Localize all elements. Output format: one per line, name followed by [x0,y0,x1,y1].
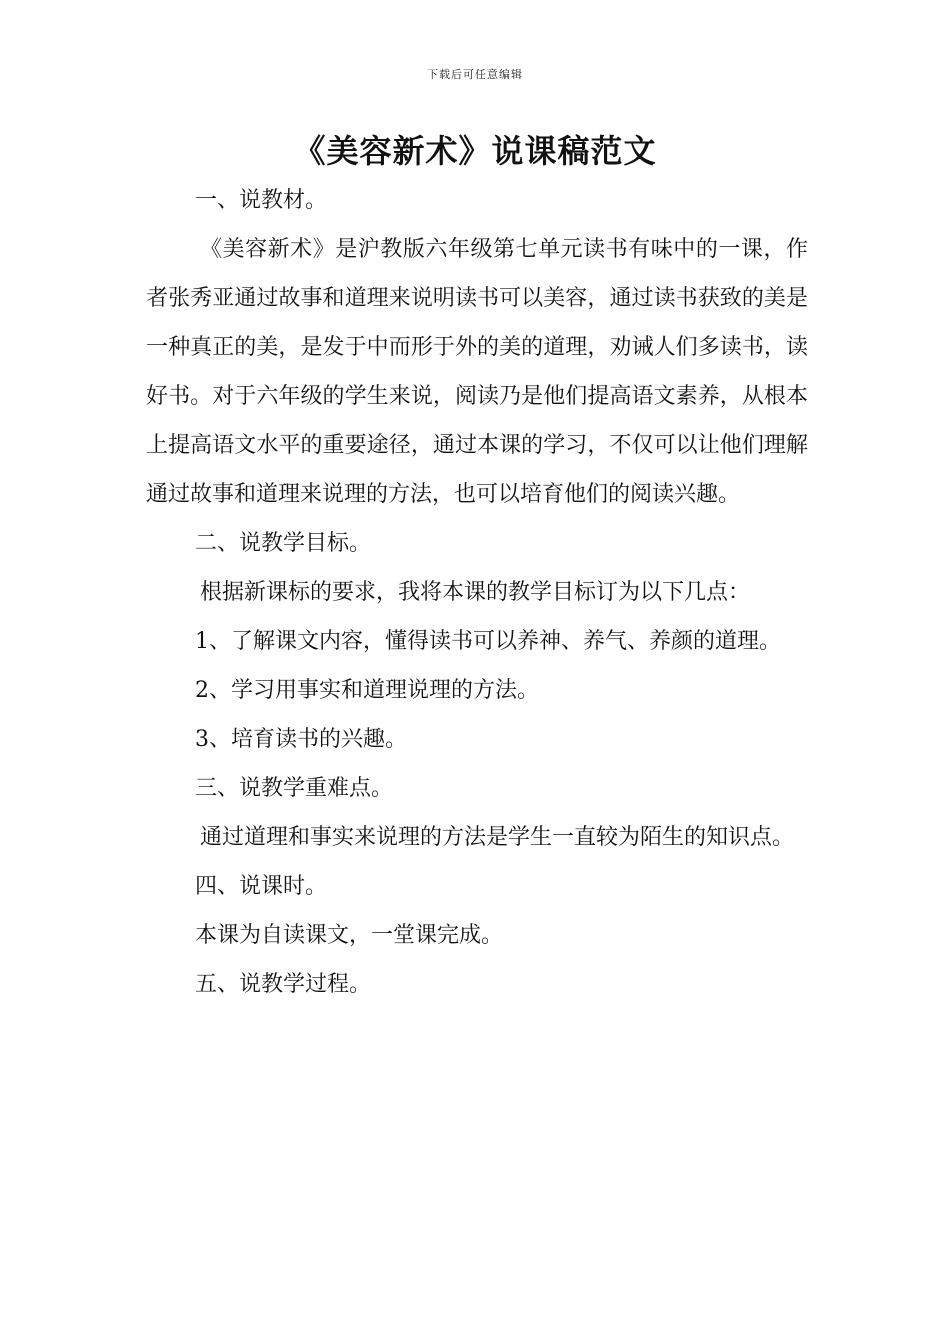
header-note: 下载后可任意编辑 [427,68,523,81]
section-heading-objectives: 二、说教学目标。 [195,531,372,556]
paragraph-objectives-intro: 根据新课标的要求，我将本课的教学目标订为以下几点： [200,580,751,605]
document-title: 《美容新术》说课稿范文 [293,132,657,170]
section-heading-key-points: 三、说教学重难点。 [195,776,394,801]
paragraph-key-points: 通过道理和事实来说理的方法是学生一直较为陌生的知识点。 [200,825,795,850]
section-heading-class-hours: 四、说课时。 [195,874,328,899]
section-heading-teaching-process: 五、说教学过程。 [195,972,372,997]
document-body [146,176,808,1009]
paragraph-textbook: 《美容新术》是沪教版六年级第七单元读书有味中的一课，作者张秀亚通过故事和道理来说明读书可以美容，通过读书获致的美是一种真正的美，是发于中而形于外的美的道理，劝诫人们多读书，读好书。对于六年级的学生来说，阅读乃是他们提高语文素养，从根本上提高语文水平的重要途径，通过本课的学习，不仅可以让他们理解通过故事和道理来说理的方法，也可以培育他们的阅读兴趣。 [146,237,808,507]
paragraph-class-hours: 本课为自读课文，一堂课完成。 [195,923,504,948]
list-item-objective-2: 2、学习用事实和道理说理的方法。 [195,678,539,703]
list-item-objective-3: 3、培育读书的兴趣。 [195,727,407,752]
section-heading-textbook: 一、说教材。 [195,188,328,213]
list-item-objective-1: 1、了解课文内容，懂得读书可以养神、养气、养颜的道理。 [195,629,781,654]
